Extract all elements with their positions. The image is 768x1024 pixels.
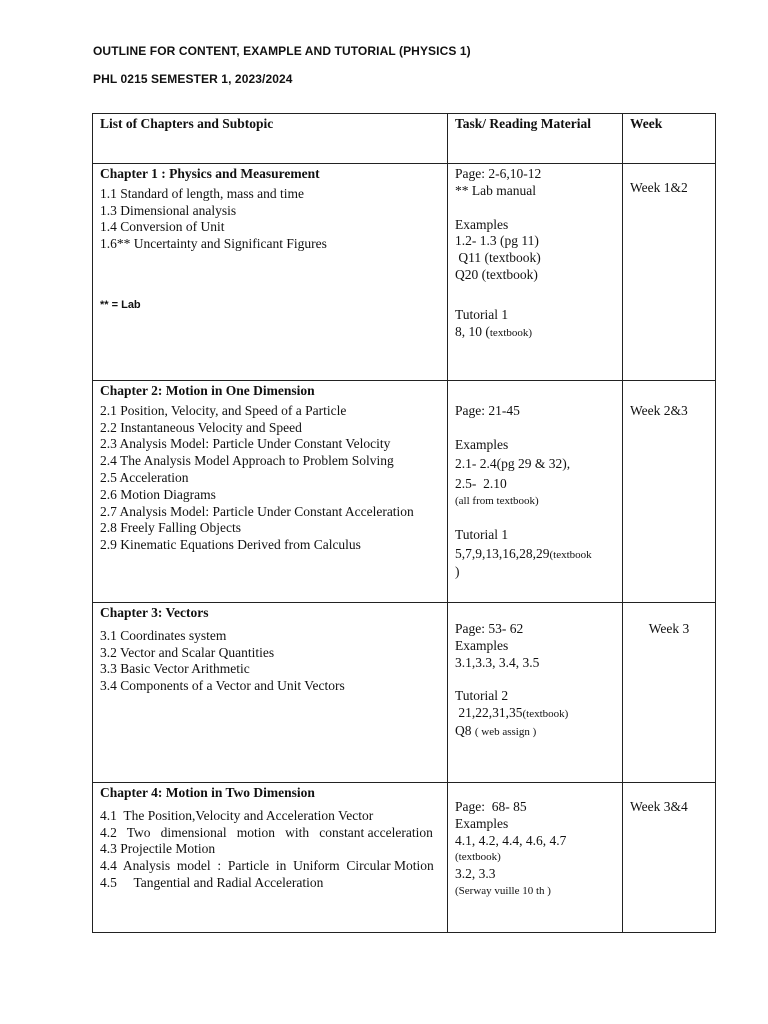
chapter-1-week-cell [623,164,716,381]
table-row-chapter-2 [93,381,716,603]
ch4-example-source: (textbook) [455,851,501,864]
ch3-tutorial-numbers: 21,22,31,35 [455,705,523,721]
chapter-4-task [448,783,623,933]
ch1-tutorial-source: textbook) [489,326,533,339]
subtopic-2-6: 2.6 Motion Diagrams [100,486,216,502]
subtopic-2-3: 2.3 Analysis Model: Particle Under Constant Velocity [100,436,391,452]
ch2-examples-label: Examples [455,436,509,452]
header-chapters [93,114,448,164]
ch2-example-source: (all from textbook) [455,495,539,508]
ch4-example-2: 3.2, 3.3 [455,866,496,882]
ch3-page: Page: 53- 62 [455,621,524,636]
ch1-tutorial-questions [455,324,615,342]
chapter-3-week-cell [623,603,716,783]
subtopic-1-6: 1.6** Uncertainty and Significant Figures [100,236,327,252]
ch3-example-1: 3.1,3.3, 3.4, 3.5 [455,654,540,670]
subtopic-3-1: 3.1 Coordinates system [100,627,227,643]
chapter-1-cell [93,164,448,381]
chapter-3-title: Chapter 3: Vectors [100,605,209,620]
ch4-example-1: 4.1, 4.2, 4.4, 4.6, 4.7 [455,832,567,848]
chapter-1-week: Week 1&2 [630,180,688,195]
ch3-tutorial-source: (textbook) [522,708,569,721]
ch4-page: Page: 68- 85 [455,799,527,814]
subtopic-2-9: 2.9 Kinematic Equations Derived from Calculus [100,537,361,553]
ch2-example-1: 2.1- 2.4(pg 29 & 32), [455,455,571,471]
ch2-page: Page: 21-45 [455,403,520,418]
ch1-examples-label: Examples [455,216,509,232]
subtopic-4-1: 4.1 The Position,Velocity and Acceleration Vector [100,807,374,823]
chapter-1-title: Chapter 1 : Physics and Measurement [100,166,320,181]
ch3-q8-label: Q8 [455,722,475,738]
chapter-1-task [448,164,623,381]
ch3-examples-label: Examples [455,637,509,653]
chapter-2-week: Week 2&3 [630,403,688,418]
ch1-tutorial-label: Tutorial 1 [455,306,509,322]
ch1-tutorial-numbers: 8, 10 ( [455,323,490,339]
header-task-label: Task/ Reading Material [455,116,592,131]
chapter-4-week: Week 3&4 [630,799,688,814]
subtopic-2-2: 2.2 Instantaneous Velocity and Speed [100,419,302,435]
subtopic-4-4: 4.4 Analysis model : Particle in Uniform Circular Motion [100,858,434,874]
course-semester-line: PHL 0215 SEMESTER 1, 2023/2024 [93,72,293,86]
header-week [623,114,716,164]
chapter-4-title: Chapter 4: Motion in Two Dimension [100,785,315,800]
ch3-q8-source: ( web assign ) [474,725,537,738]
ch2-example-2: 2.5- 2.10 [455,476,507,492]
ch4-example-2-source: (Serway vuille 10 th ) [455,884,551,897]
chapter-3-task [448,603,623,783]
subtopic-4-5: 4.5 Tangential and Radial Acceleration [100,874,324,890]
ch1-example-3: Q20 (textbook) [455,266,538,282]
table-row-chapter-3 [93,603,716,783]
subtopic-3-4: 3.4 Components of a Vector and Unit Vectors [100,678,345,694]
subtopic-3-2: 3.2 Vector and Scalar Quantities [100,644,275,660]
table-row-chapter-1 [93,164,716,381]
subtopic-2-7: 2.7 Analysis Model: Particle Under Constant Acceleration [100,503,414,519]
ch2-tutorial-questions [455,546,615,564]
table-row-chapter-4 [93,783,716,933]
ch2-tutorial-source: (textbook [549,548,592,561]
ch4-examples-label: Examples [455,815,509,831]
ch3-tutorial-questions [455,705,615,723]
chapter-4-week-cell [623,783,716,933]
ch1-example-1: 1.2- 1.3 (pg 11) [455,233,539,249]
subtopic-2-5: 2.5 Acceleration [100,469,189,485]
ch1-example-2: Q11 (textbook) [455,250,541,266]
ch3-tutorial-label: Tutorial 2 [455,688,509,704]
ch3-q8 [455,723,615,741]
subtopic-4-2: 4.2 Two dimensional motion with constant acceleration [100,824,433,840]
subtopic-1-1: 1.1 Standard of length, mass and time [100,185,304,201]
document-title: OUTLINE FOR CONTENT, EXAMPLE AND TUTORIAL (PHYSICS 1) [93,44,471,58]
subtopic-2-4: 2.4 The Analysis Model Approach to Problem Solving [100,453,394,469]
chapter-4-cell [93,783,448,933]
subtopic-1-4: 1.4 Conversion of Unit [100,219,225,235]
header-chapters-label: List of Chapters and Subtopic [100,116,274,131]
ch2-tutorial-numbers: 5,7,9,13,16,28,29 [455,545,550,561]
ch1-page: Page: 2-6,10-12 [455,166,542,181]
subtopic-1-3: 1.3 Dimensional analysis [100,202,237,218]
table-header-row [93,114,716,164]
ch2-tutorial-close: ) [455,563,460,579]
outline-table [92,113,716,933]
lab-note: ** = Lab [100,298,141,311]
chapter-2-cell [93,381,448,603]
ch1-lab-manual: ** Lab manual [455,182,536,198]
ch2-tutorial-label: Tutorial 1 [455,526,509,542]
header-task [448,114,623,164]
chapter-3-week: Week 3 [648,621,690,636]
subtopic-2-8: 2.8 Freely Falling Objects [100,520,241,536]
chapter-3-cell [93,603,448,783]
chapter-2-title: Chapter 2: Motion in One Dimension [100,383,315,398]
subtopic-3-3: 3.3 Basic Vector Arithmetic [100,661,250,677]
chapter-2-task [448,381,623,603]
subtopic-2-1: 2.1 Position, Velocity, and Speed of a Particle [100,402,347,418]
header-week-label: Week [630,116,663,131]
subtopic-4-3: 4.3 Projectile Motion [100,841,216,857]
chapter-2-week-cell [623,381,716,603]
